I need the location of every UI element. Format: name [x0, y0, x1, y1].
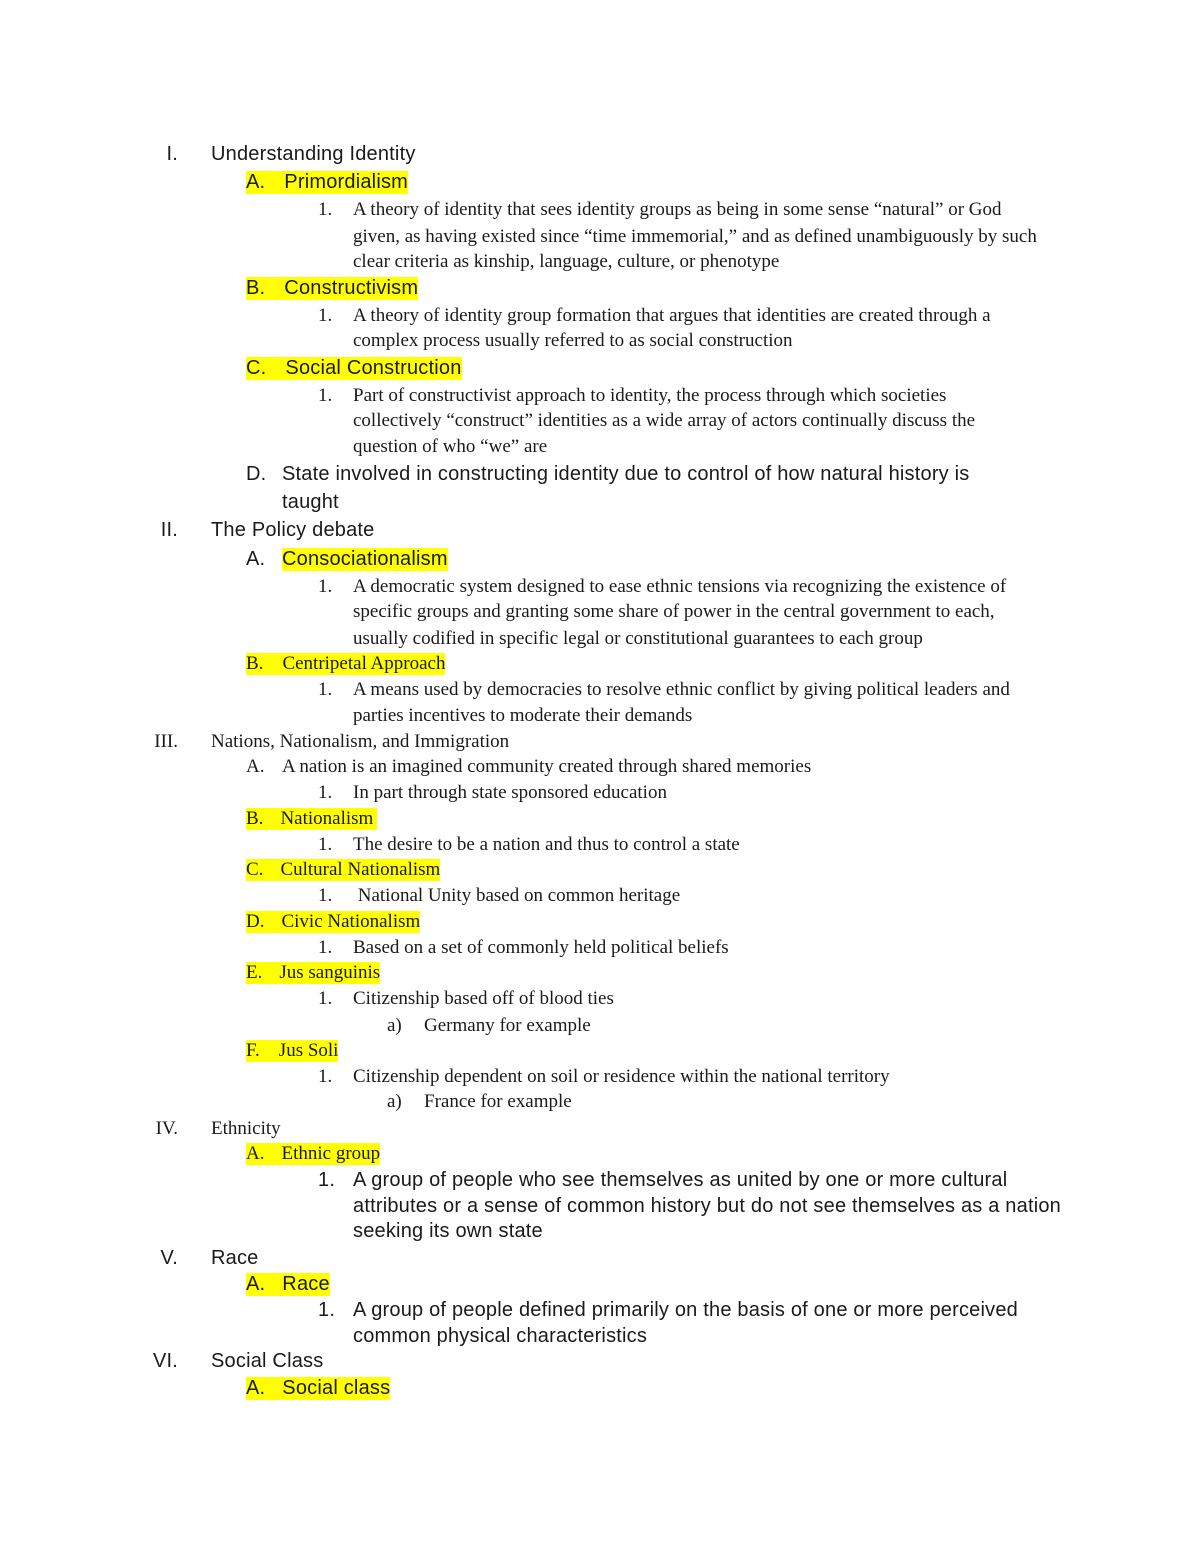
definition-line: complex process usually referred to as social construction: [353, 330, 793, 351]
definition-line: parties incentives to moderate their demands: [353, 705, 693, 726]
sub-number: 1.: [318, 782, 333, 803]
section-numeral: II.: [160, 519, 178, 541]
item-label: A.: [246, 1143, 265, 1164]
sub-number: 1.: [318, 199, 333, 220]
example-text: Germany for example: [424, 1015, 591, 1036]
definition-line: The desire to be a nation and thus to control a state: [353, 834, 740, 855]
example-label: a): [387, 1015, 402, 1036]
term-jus-soli: Jus Soli: [278, 1040, 339, 1061]
sub-number: 1.: [318, 1299, 336, 1321]
example-label: a): [387, 1091, 402, 1112]
item-label: D.: [246, 911, 265, 932]
sub-number: 1.: [318, 834, 333, 855]
section-title: Ethnicity: [211, 1118, 281, 1139]
term-cultural-nationalism: Cultural Nationalism: [280, 859, 441, 880]
section-numeral: IV.: [155, 1118, 178, 1139]
item-label: B.: [246, 653, 264, 674]
item-label: A.: [246, 1273, 266, 1295]
item-label: F.: [246, 1040, 260, 1061]
section-numeral: I.: [166, 143, 178, 165]
section-title: Nations, Nationalism, and Immigration: [211, 731, 510, 752]
section-title: Social Class: [211, 1350, 324, 1372]
definition-line: National Unity based on common heritage: [353, 885, 681, 906]
section-numeral: V.: [160, 1247, 178, 1269]
definition-line: Citizenship dependent on soil or residence within the national territory: [353, 1066, 890, 1087]
sub-number: 1.: [318, 305, 333, 326]
term-consociationalism: Consociationalism: [282, 548, 448, 570]
section-title: The Policy debate: [211, 519, 375, 541]
term-civic-nationalism: Civic Nationalism: [281, 911, 421, 932]
term-social-class: Social class: [282, 1377, 391, 1399]
item-label: C.: [246, 859, 264, 880]
item-text: A nation is an imagined community created through shared memories: [282, 756, 812, 777]
sub-number: 1.: [318, 885, 333, 906]
definition-line: common physical characteristics: [353, 1325, 648, 1347]
term-social-construction: Social Construction: [285, 357, 462, 379]
term-jus-sanguinis: Jus sanguinis: [279, 962, 381, 983]
item-label: A.: [246, 1377, 266, 1399]
term-constructivism: Constructivism: [284, 277, 419, 299]
term-nationalism: Nationalism: [280, 808, 374, 829]
definition-line: A means used by democracies to resolve ethnic conflict by giving political leaders and: [353, 679, 1010, 700]
definition-line: specific groups and granting some share of power in the central government to each,: [353, 601, 995, 622]
sub-number: 1.: [318, 385, 333, 406]
definition-line: Part of constructivist approach to identity, the process through which societies: [353, 385, 947, 406]
section-numeral: III.: [154, 731, 178, 752]
section-numeral: VI.: [152, 1350, 178, 1372]
sub-number: 1.: [318, 1066, 333, 1087]
definition-line: Citizenship based off of blood ties: [353, 988, 614, 1009]
definition-line: In part through state sponsored education: [353, 782, 667, 803]
definition-line: question of who “we” are: [353, 436, 548, 457]
definition-line: collectively “construct” identities as a wide array of actors continually discuss the: [353, 410, 976, 431]
definition-line: A group of people defined primarily on the basis of one or more perceived: [353, 1299, 1018, 1321]
item-label: B.: [246, 808, 264, 829]
definition-line: A democratic system designed to ease ethnic tensions via recognizing the existence of: [353, 576, 1007, 597]
item-text: State involved in constructing identity due to control of how natural history is: [282, 463, 970, 485]
section-title: Understanding Identity: [211, 143, 416, 165]
term-ethnic-group: Ethnic group: [281, 1143, 381, 1164]
example-text: France for example: [424, 1091, 572, 1112]
term-race: Race: [282, 1273, 330, 1295]
term-primordialism: Primordialism: [284, 171, 409, 193]
item-text: taught: [282, 491, 339, 513]
section-title: Race: [211, 1247, 259, 1269]
item-label: D.: [246, 463, 267, 485]
definition-line: A group of people who see themselves as united by one or more cultural: [353, 1169, 1008, 1191]
sub-number: 1.: [318, 988, 333, 1009]
definition-line: clear criteria as kinship, language, culture, or phenotype: [353, 251, 780, 272]
definition-line: A theory of identity that sees identity groups as being in some sense “natural” or God: [353, 199, 1002, 220]
item-label: E.: [246, 962, 263, 983]
item-label: C.: [246, 357, 267, 379]
sub-number: 1.: [318, 576, 333, 597]
sub-number: 1.: [318, 937, 333, 958]
item-label: A.: [246, 548, 266, 570]
definition-line: Based on a set of commonly held political beliefs: [353, 937, 729, 958]
definition-line: A theory of identity group formation that argues that identities are created through a: [353, 305, 991, 326]
item-label: A.: [246, 756, 265, 777]
sub-number: 1.: [318, 1169, 336, 1191]
item-label: A.: [246, 171, 266, 193]
term-centripetal-approach: Centripetal Approach: [282, 653, 446, 674]
definition-line: seeking its own state: [353, 1220, 543, 1242]
definition-line: attributes or a sense of common history but do not see themselves as a nation: [353, 1195, 1061, 1217]
definition-line: usually codified in specific legal or constitutional guarantees to each group: [353, 628, 923, 649]
sub-number: 1.: [318, 679, 333, 700]
item-label: B.: [246, 277, 266, 299]
definition-line: given, as having existed since “time immemorial,” and as defined unambiguously by such: [353, 226, 1037, 247]
